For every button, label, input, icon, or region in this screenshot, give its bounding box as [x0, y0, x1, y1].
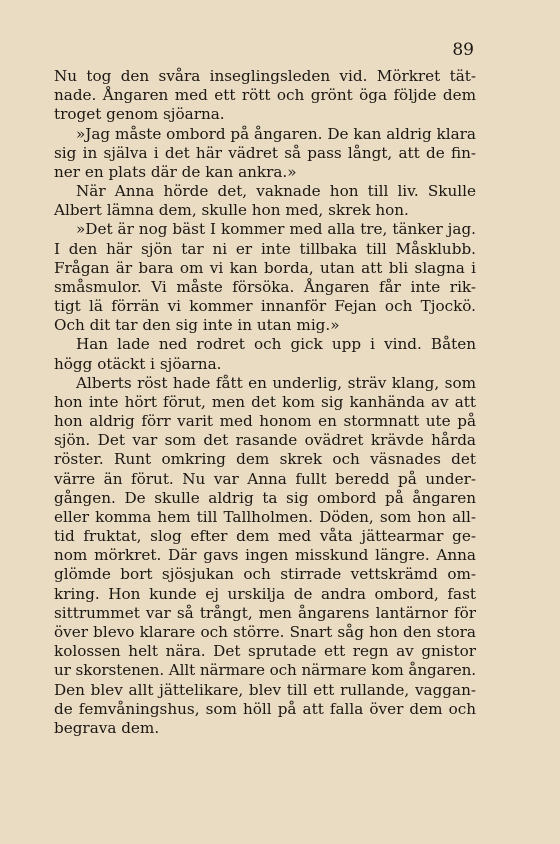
text-line: nom mörkret. Där gavs ingen misskund längre. Anna: [54, 546, 476, 565]
text-line: över blevo klarare och större. Snart såg hon den stora: [54, 622, 476, 641]
text-line: kolossen helt nära. Det sprutade ett regn av gnistor: [54, 642, 476, 661]
text-line: högg otäckt i sjöarna.: [54, 354, 222, 373]
body-text: [54, 67, 476, 738]
text-line: värre än förut. Nu var Anna fullt beredd på under-: [54, 469, 476, 488]
text-line: begrava dem.: [54, 718, 160, 737]
text-line: nade. Ångaren med ett rött och grönt öga följde dem: [54, 86, 476, 105]
page-number: 89: [452, 40, 474, 60]
text-line: troget genom sjöarna.: [54, 105, 225, 124]
text-line: sjön. Det var som det rasande ovädret krävde hårda: [54, 431, 476, 450]
text-line: Han lade ned rodret och gick upp i vind. Båten: [76, 335, 476, 354]
text-line: »Jag måste ombord på ångaren. De kan aldrig klara: [76, 124, 476, 143]
text-line: ur skorstenen. Allt närmare och närmare kom ångaren.: [54, 661, 476, 680]
text-line: Albert lämna dem, skulle hon med, skrek hon.: [54, 201, 409, 220]
text-line: gången. De skulle aldrig ta sig ombord på ångaren: [54, 488, 476, 507]
text-line: tigt lä förrän vi kommer innanför Fejan och Tjockö.: [54, 297, 476, 316]
text-line: kring. Hon kunde ej urskilja de andra ombord, fast: [54, 584, 476, 603]
text-line: I den här sjön tar ni er inte tillbaka till Måsklubb.: [54, 239, 476, 258]
text-line: de femvåningshus, som höll på att falla över dem och: [54, 699, 476, 718]
text-line: hon aldrig förr varit med honom en stormnatt ute på: [54, 412, 476, 431]
text-line: sig in själva i det här vädret så pass långt, att de fin-: [54, 143, 476, 162]
text-line: Och dit tar den sig inte in utan mig.»: [54, 316, 340, 335]
text-line: småsmulor. Vi måste försöka. Ångaren får inte rik-: [54, 277, 476, 296]
text-line: Den blev allt jättelikare, blev till ett rullande, vaggan-: [54, 680, 476, 699]
text-line: Alberts röst hade fått en underlig, sträv klang, som: [76, 373, 476, 392]
text-line: Nu tog den svåra inseglingsleden vid. Mörkret tät-: [54, 67, 476, 85]
text-line: hon inte hört förut, men det kom sig kanhända av att: [54, 392, 476, 411]
text-line: röster. Runt omkring dem skrek och väsnades det: [54, 450, 476, 469]
text-line: glömde bort sjösjukan och stirrade vettskrämd om-: [54, 565, 476, 584]
text-line: »Det är nog bäst I kommer med alla tre, tänker jag.: [76, 220, 476, 239]
text-line: ner en plats där de kan ankra.»: [54, 162, 297, 181]
text-line: Frågan är bara om vi kan borda, utan att bli slagna i: [54, 258, 476, 277]
text-line: eller komma hem till Tallholmen. Döden, som hon all-: [54, 507, 476, 526]
text-line: tid fruktat, slog efter dem med våta jättearmar ge-: [54, 527, 476, 546]
text-line: sittrummet var så trångt, men ångarens lantärnor för: [54, 603, 476, 622]
text-line: När Anna hörde det, vaknade hon till liv. Skulle: [76, 182, 476, 201]
